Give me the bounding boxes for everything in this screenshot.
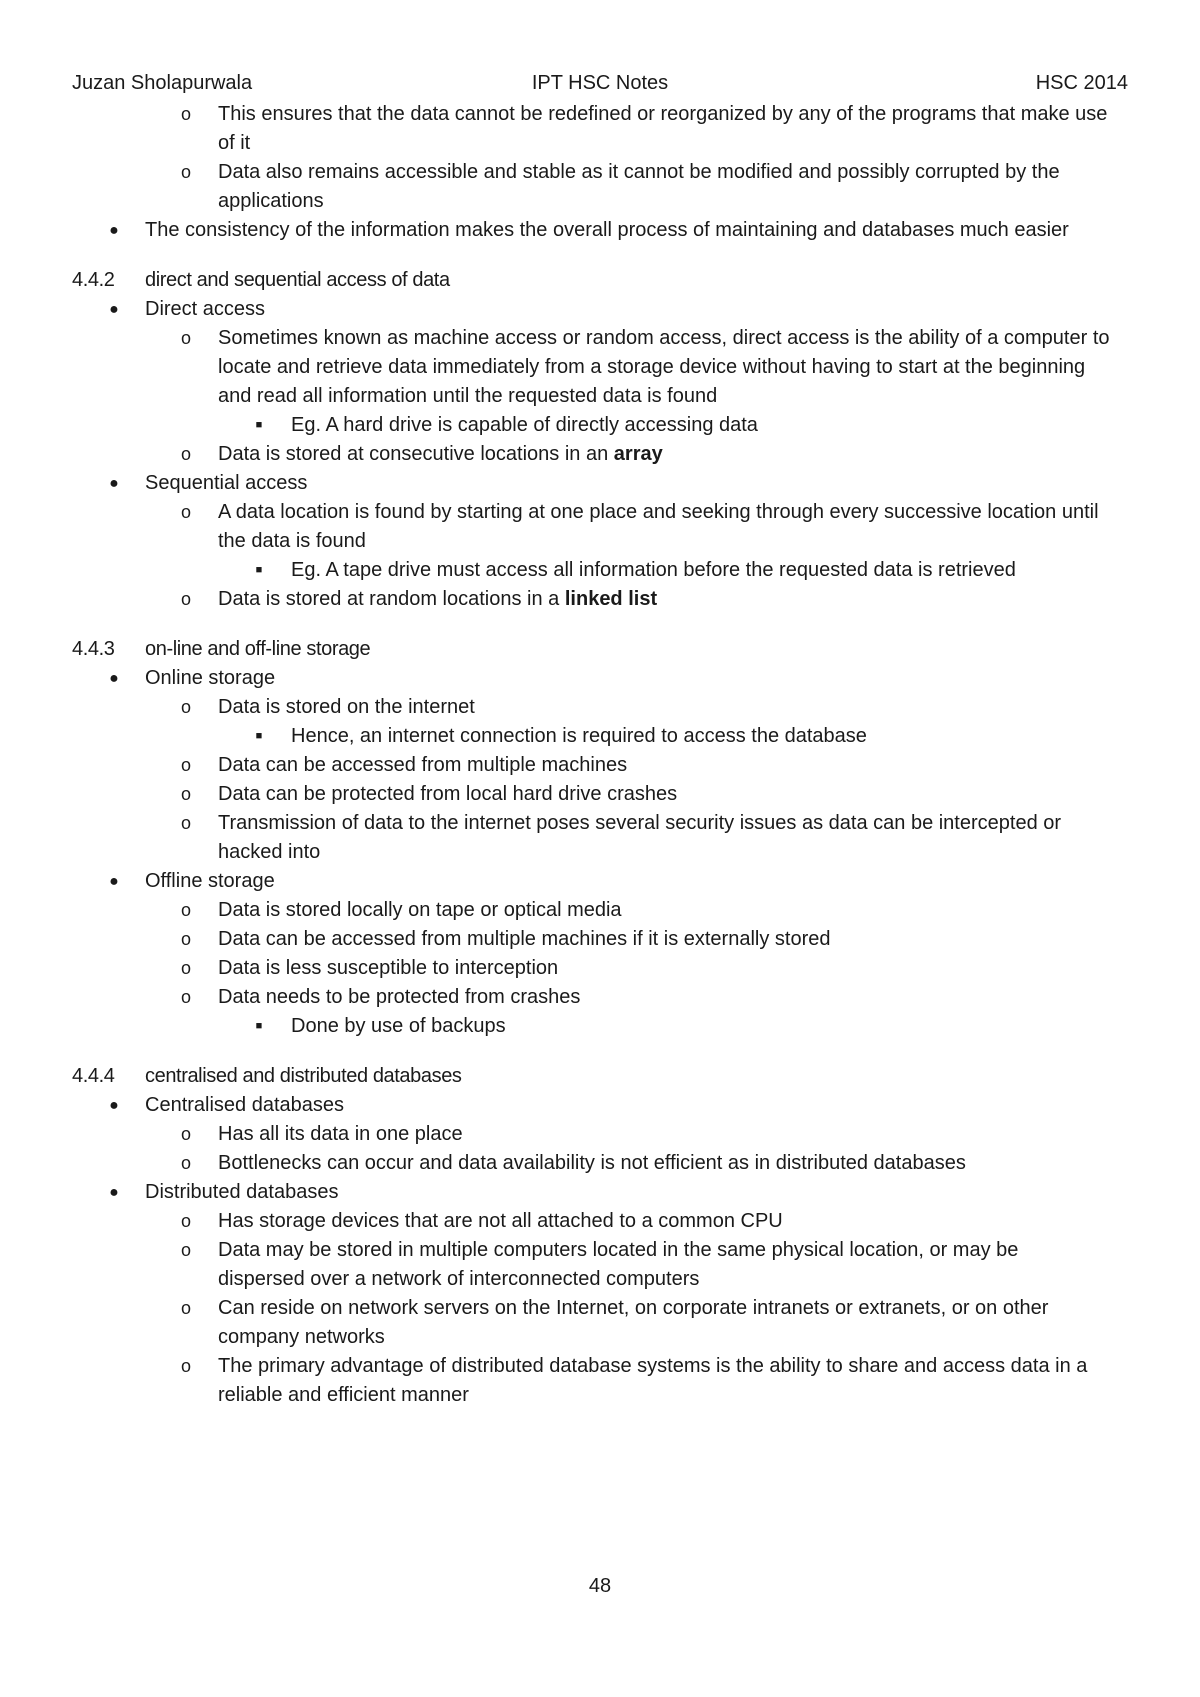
list-item-continuation: locate and retrieve data immediately from a storage device without having to start at the beginning <box>218 356 1086 378</box>
section-heading-4-4-4 <box>72 1062 1132 1091</box>
list-item: o Data can be accessed from multiple machines if it is externally stored <box>72 925 1132 954</box>
bold-term: array <box>613 443 663 465</box>
circle-bullet-icon: o <box>180 104 191 124</box>
section-number: 4.4.2 <box>72 269 115 291</box>
list-item: o Data is stored locally on tape or optical media <box>72 896 1132 925</box>
list-item: o Has all its data in one place <box>72 1120 1132 1149</box>
list-item: ■ Eg. A hard drive is capable of directly accessing data <box>72 411 1132 440</box>
list-item: o This ensures that the data cannot be redefined or reorganized by any of the programs that make use <box>72 100 1132 129</box>
list-item: ● Offline storage <box>72 867 1132 896</box>
list-item: o Data can be protected from local hard drive crashes <box>72 780 1132 809</box>
header-author: Juzan Sholapurwala <box>72 72 253 94</box>
bold-term: linked list <box>564 588 658 610</box>
bullet-icon: ● <box>109 1184 119 1201</box>
list-item: ● The consistency of the information makes the overall process of maintaining and databases much easier <box>72 216 1132 245</box>
bullet-icon: ● <box>109 670 119 687</box>
bullet-icon: ● <box>109 873 119 890</box>
list-item: ● Distributed databases <box>72 1178 1132 1207</box>
list-item: o Transmission of data to the internet poses several security issues as data can be intercepted or <box>72 809 1132 838</box>
circle-bullet-icon: o <box>180 813 191 833</box>
list-item: ● Direct access <box>72 295 1132 324</box>
page-header <box>72 72 1128 100</box>
circle-bullet-icon: o <box>180 1211 191 1231</box>
list-item-continuation: company networks <box>218 1326 385 1348</box>
list-item: o Data may be stored in multiple computers located in the same physical location, or may be <box>72 1236 1132 1265</box>
list-item: o Bottlenecks can occur and data availability is not efficient as in distributed databases <box>72 1149 1132 1178</box>
section-heading-4-4-3 <box>72 635 1132 664</box>
section-heading-4-4-2 <box>72 266 1132 295</box>
header-year: HSC 2014 <box>1035 72 1128 94</box>
list-item: ● Centralised databases <box>72 1091 1132 1120</box>
list-item-continuation: applications <box>218 190 324 212</box>
bullet-icon: ● <box>109 1097 119 1114</box>
bullet-icon: ● <box>109 475 119 492</box>
section-number: 4.4.4 <box>72 1065 115 1087</box>
circle-bullet-icon: o <box>180 1298 191 1318</box>
bullet-icon: ● <box>109 301 119 318</box>
page-content <box>72 100 1132 1410</box>
list-item: o Data is stored on the internet <box>72 693 1132 722</box>
bullet-icon: ● <box>109 222 119 239</box>
circle-bullet-icon: o <box>180 929 191 949</box>
circle-bullet-icon: o <box>180 502 191 522</box>
circle-bullet-icon: o <box>180 162 191 182</box>
list-item-continuation: hacked into <box>218 841 321 863</box>
page-number: 48 <box>588 1575 612 1597</box>
list-item-continuation: reliable and efficient manner <box>218 1384 469 1406</box>
list-item-continuation: the data is found <box>218 530 366 552</box>
header-title: IPT HSC Notes <box>531 72 669 94</box>
circle-bullet-icon: o <box>180 755 191 775</box>
circle-bullet-icon: o <box>180 958 191 978</box>
list-item: ● Sequential access <box>72 469 1132 498</box>
list-item: o Data needs to be protected from crashes <box>72 983 1132 1012</box>
list-item: o Data is stored at random locations in a linked list <box>72 585 1132 614</box>
list-item: o Data can be accessed from multiple machines <box>72 751 1132 780</box>
list-item-continuation: of it <box>218 132 251 154</box>
list-item: o A data location is found by starting at one place and seeking through every successive location until <box>72 498 1132 527</box>
list-item: o Data also remains accessible and stable as it cannot be modified and possibly corrupted by the <box>72 158 1132 187</box>
list-item: o Data is less susceptible to interception <box>72 954 1132 983</box>
circle-bullet-icon: o <box>180 1124 191 1144</box>
list-item: o Data is stored at consecutive locations in an array <box>72 440 1132 469</box>
circle-bullet-icon: o <box>180 328 191 348</box>
list-item: o Can reside on network servers on the Internet, on corporate intranets or extranets, or on other <box>72 1294 1132 1323</box>
list-item: ● Online storage <box>72 664 1132 693</box>
circle-bullet-icon: o <box>180 589 191 609</box>
section-title: centralised and distributed databases <box>145 1065 462 1087</box>
circle-bullet-icon: o <box>180 784 191 804</box>
list-item-continuation: dispersed over a network of interconnected computers <box>218 1268 700 1290</box>
list-item-continuation: and read all information until the requested data is found <box>218 385 718 407</box>
list-item: o Has storage devices that are not all attached to a common CPU <box>72 1207 1132 1236</box>
circle-bullet-icon: o <box>180 697 191 717</box>
square-bullet-icon: ■ <box>255 419 263 431</box>
list-item: ■ Hence, an internet connection is required to access the database <box>72 722 1132 751</box>
square-bullet-icon: ■ <box>255 564 263 576</box>
square-bullet-icon: ■ <box>255 1020 263 1032</box>
list-item: o Sometimes known as machine access or random access, direct access is the ability of a computer to <box>72 324 1132 353</box>
list-item: ■ Done by use of backups <box>72 1012 1132 1041</box>
circle-bullet-icon: o <box>180 987 191 1007</box>
section-title: direct and sequential access of data <box>145 269 450 291</box>
list-item: o The primary advantage of distributed database systems is the ability to share and access data in a <box>72 1352 1132 1381</box>
circle-bullet-icon: o <box>180 1153 191 1173</box>
section-number: 4.4.3 <box>72 638 115 660</box>
list-item: ■ Eg. A tape drive must access all information before the requested data is retrieved <box>72 556 1132 585</box>
circle-bullet-icon: o <box>180 444 191 464</box>
circle-bullet-icon: o <box>180 1240 191 1260</box>
section-title: on-line and off-line storage <box>145 638 371 660</box>
square-bullet-icon: ■ <box>255 730 263 742</box>
circle-bullet-icon: o <box>180 900 191 920</box>
circle-bullet-icon: o <box>180 1356 191 1376</box>
